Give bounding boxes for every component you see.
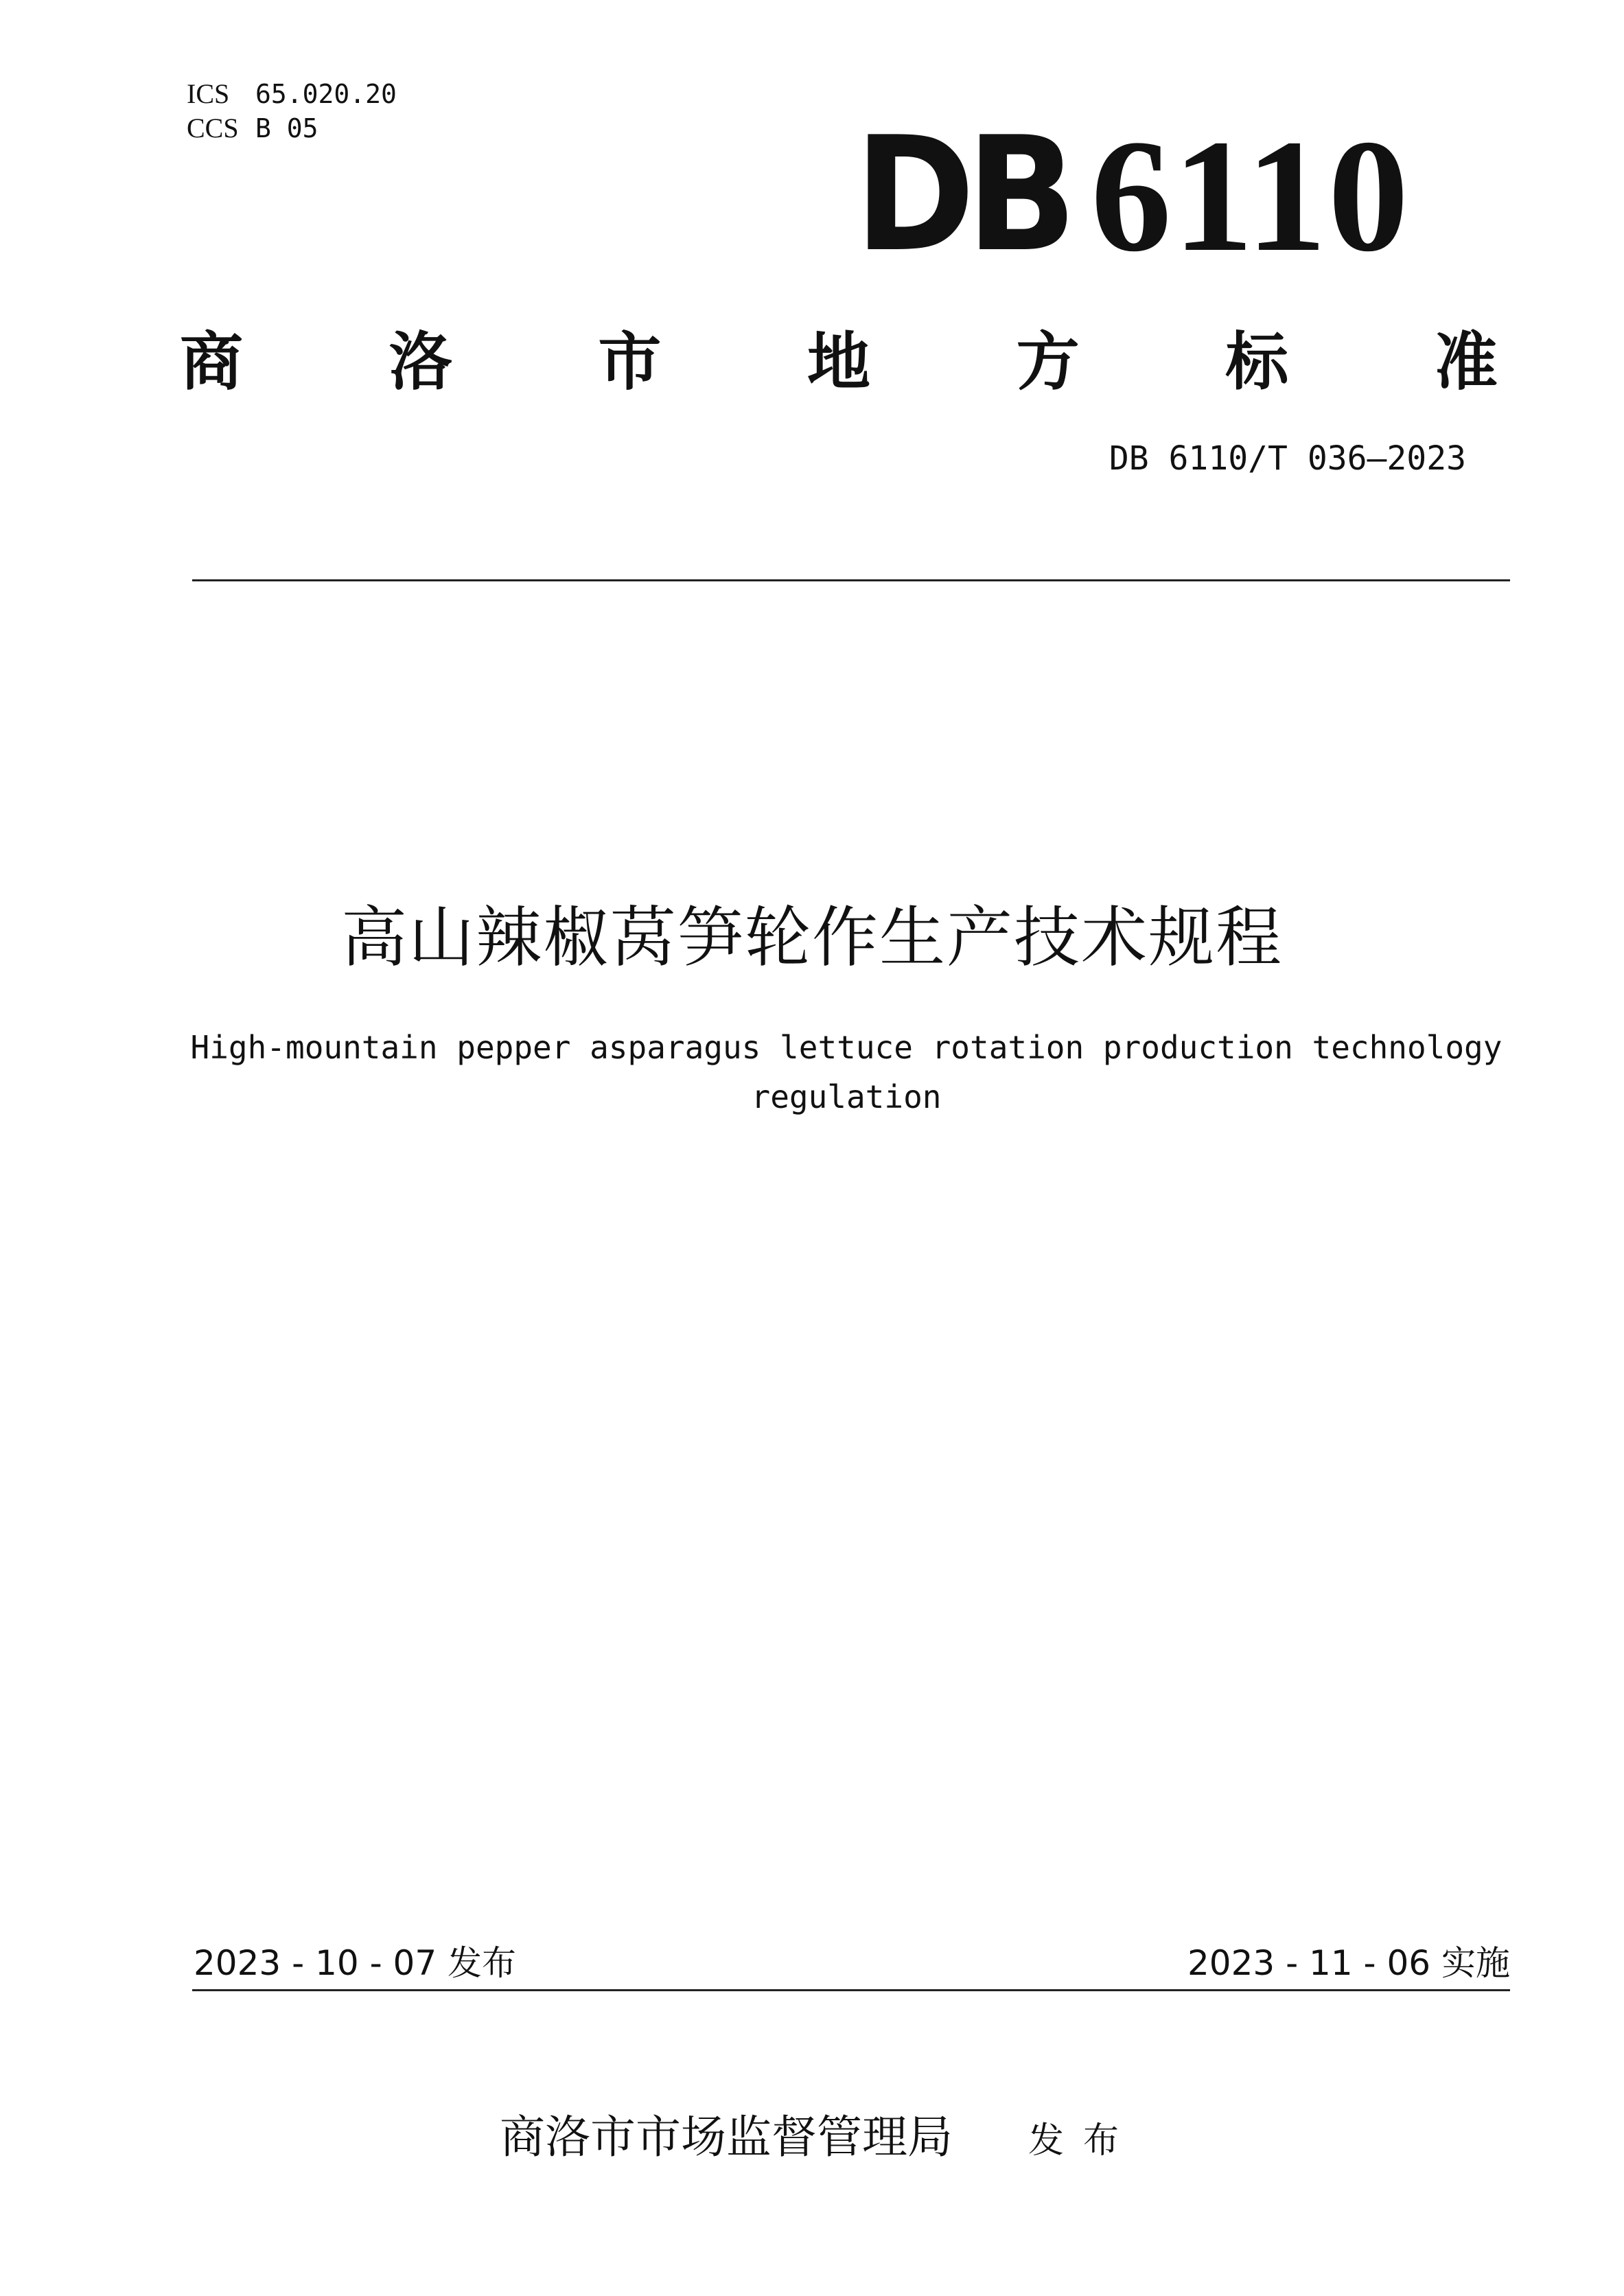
implementation-date: 2023 - 11 - 06 实施	[1187, 1943, 1510, 1983]
title-en-line: regulation	[751, 1078, 942, 1115]
standard-mark-code: 6110	[1091, 106, 1411, 285]
title-en-line: High-mountain pepper asparagus lettuce rotation production technology	[190, 1029, 1503, 1066]
document-title-cn: 高山辣椒莴笋轮作生产技术规程	[341, 899, 1283, 976]
ics-label: ICS	[187, 78, 230, 109]
category-char: 商	[180, 325, 244, 399]
header-divider	[192, 579, 1510, 581]
publisher-name: 商洛市市场监督管理局	[500, 2111, 953, 2164]
ics-row	[187, 77, 397, 111]
ics-code: 65.020.20	[255, 79, 397, 109]
category-char: 地	[807, 325, 870, 399]
standard-mark-prefix: DB	[855, 104, 1069, 287]
ccs-label: CCS	[187, 113, 239, 143]
footer-divider	[192, 1989, 1510, 1991]
publisher-line	[500, 2100, 1138, 2166]
category-char: 标	[1225, 325, 1289, 399]
standard-mark-logo	[855, 104, 1411, 287]
standard-category-heading	[180, 312, 1498, 402]
ccs-code: B 05	[255, 113, 318, 143]
classification-block	[187, 77, 397, 146]
category-char: 方	[1016, 325, 1080, 399]
issue-date: 2023 - 10 - 07 发布	[194, 1943, 517, 1983]
category-char: 洛	[388, 325, 452, 399]
document-title-en	[178, 1023, 1514, 1122]
publish-action: 发布	[1028, 2120, 1139, 2161]
category-char: 市	[598, 325, 662, 399]
standard-number: DB 6110/T 036—2023	[1109, 439, 1466, 478]
ccs-row	[187, 111, 397, 146]
category-char: 准	[1434, 325, 1498, 399]
